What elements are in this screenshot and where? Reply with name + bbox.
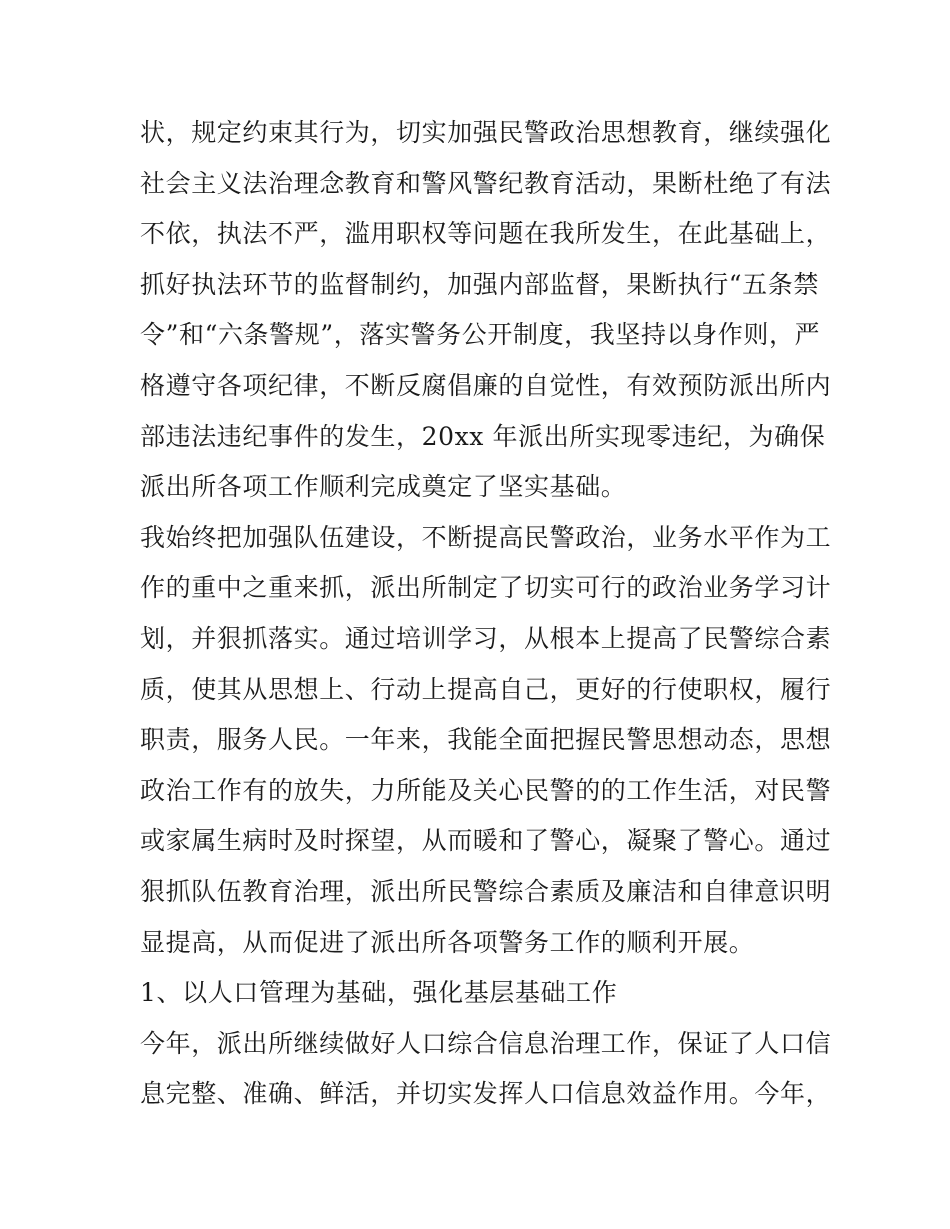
text-line: 格遵守各项纪律，不断反腐倡廉的自觉性，有效预防派出所内 bbox=[140, 370, 832, 400]
text-line: 质，使其从思想上、行动上提高自己，更好的行使职权，履行 bbox=[140, 674, 832, 704]
text-line: 今年，派出所继续做好人口综合信息治理工作，保证了人口信 bbox=[140, 1028, 832, 1058]
text-line: 息完整、准确、鲜活，并切实发挥人口信息效益作用。今年， bbox=[140, 1079, 832, 1109]
text-line: 派出所各项工作顺利完成奠定了坚实基础。 bbox=[140, 472, 627, 502]
text-line: 令”和“六条警规”，落实警务公开制度，我坚持以身作则，严 bbox=[140, 320, 821, 350]
document-body bbox=[140, 108, 832, 1120]
text-line: 社会主义法治理念教育和警风警纪教育活动，果断杜绝了有法 bbox=[140, 168, 832, 198]
section-heading: 1、以人口管理为基础，强化基层基础工作 bbox=[140, 978, 618, 1008]
text-line: 抓好执法环节的监督制约，加强内部监督，果断执行“五条禁 bbox=[140, 269, 819, 299]
text-line: 划，并狠抓落实。通过培训学习，从根本上提高了民警综合素 bbox=[140, 623, 832, 653]
text-line: 不依，执法不严，滥用职权等问题在我所发生，在此基础上， bbox=[140, 219, 832, 249]
text-line: 状，规定约束其行为，切实加强民警政治思想教育，继续强化 bbox=[140, 118, 832, 147]
text-line: 职责，服务人民。一年来，我能全面把握民警思想动态，思想 bbox=[140, 725, 832, 755]
text-line: 狠抓队伍教育治理，派出所民警综合素质及廉洁和自律意识明 bbox=[140, 876, 832, 906]
text-line: 或家属生病时及时探望，从而暖和了警心，凝聚了警心。通过 bbox=[140, 826, 832, 856]
text-line: 作的重中之重来抓，派出所制定了切实可行的政治业务学习计 bbox=[140, 573, 832, 603]
text-line: 部违法违纪事件的发生，20xx 年派出所实现零违纪，为确保 bbox=[140, 421, 826, 451]
text-line: 我始终把加强队伍建设，不断提高民警政治，业务水平作为工 bbox=[140, 522, 832, 552]
text-line: 显提高，从而促进了派出所各项警务工作的顺利开展。 bbox=[140, 927, 755, 957]
text-line: 政治工作有的放失，力所能及关心民警的的工作生活，对民警 bbox=[140, 775, 832, 805]
